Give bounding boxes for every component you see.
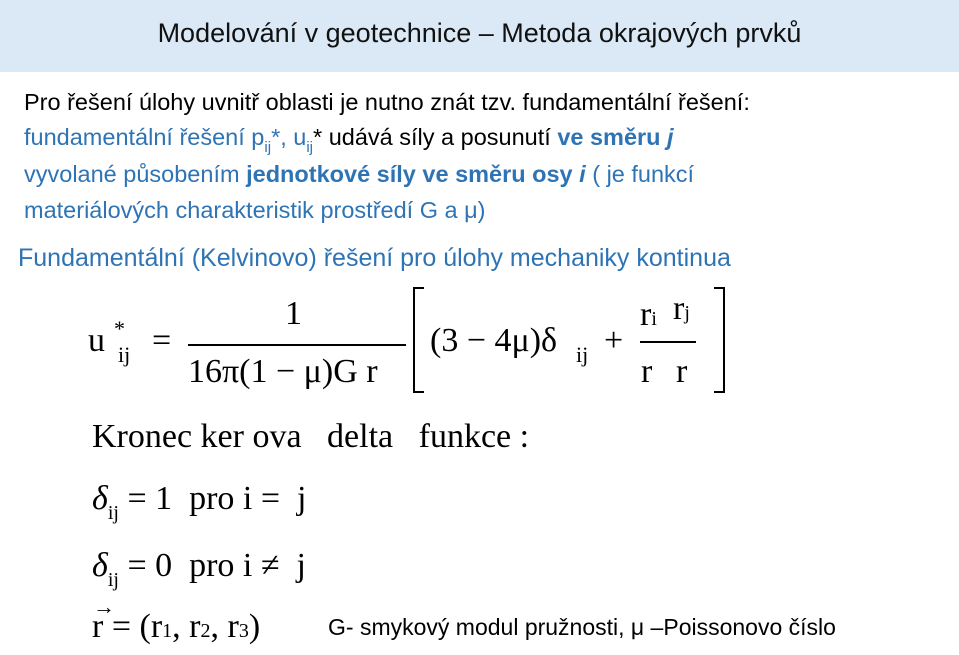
subscript: 1 bbox=[162, 620, 173, 642]
text: , r bbox=[172, 608, 201, 645]
r-vector-row bbox=[92, 594, 261, 646]
delta-symbol: δ bbox=[92, 480, 108, 517]
delta-row-1 bbox=[92, 480, 307, 524]
subscript: 2 bbox=[200, 620, 211, 642]
formula-r-den1: r bbox=[641, 353, 653, 390]
delta-symbol: δ bbox=[92, 547, 108, 584]
text: = (r bbox=[111, 608, 163, 645]
text: vyvolané působením bbox=[24, 161, 247, 187]
formula-star: * bbox=[114, 316, 125, 341]
bold-italic-text: j bbox=[667, 124, 674, 150]
fraction-line bbox=[188, 344, 406, 346]
subscript: ij bbox=[107, 502, 119, 524]
note-text: G- smykový modul pružnosti, μ –Poissonovo číslo bbox=[328, 614, 836, 640]
text: ( je funkcí bbox=[585, 161, 695, 187]
subscript: ij bbox=[107, 569, 119, 591]
delta-row-2 bbox=[92, 547, 306, 591]
subscript: ij bbox=[264, 139, 272, 156]
paragraph-line-3 bbox=[24, 159, 694, 189]
bold-italic-text: i bbox=[579, 161, 586, 187]
paragraph-line-2 bbox=[24, 122, 674, 156]
section-heading: Fundamentální (Kelvinovo) řešení pro úlohy mechaniky kontinua bbox=[18, 244, 731, 272]
formula-numerator: 1 bbox=[285, 295, 302, 332]
formula-term: (3 − 4μ)δ bbox=[430, 322, 558, 359]
formula-delta-sub: ij bbox=[576, 342, 589, 367]
text: ) bbox=[248, 608, 261, 645]
formula-plus: + bbox=[604, 322, 624, 359]
formula-ri bbox=[640, 296, 657, 334]
right-bracket bbox=[714, 288, 724, 392]
text: , r bbox=[210, 608, 239, 645]
kronecker-label: Kronec ker ova delta funkce : bbox=[92, 418, 530, 455]
text: r bbox=[640, 296, 652, 333]
paragraph-line-4: materiálových charakteristik prostředí G a μ) bbox=[24, 197, 486, 223]
bold-text: jednotkové síly ve směru osy bbox=[246, 161, 580, 187]
text: fundamentální řešení p bbox=[24, 124, 265, 150]
text: = 0 pro i ≠ j bbox=[127, 547, 306, 584]
formula-equals: = bbox=[152, 322, 172, 359]
subscript: 3 bbox=[238, 620, 249, 642]
subscript: ij bbox=[306, 139, 314, 156]
formula-r-den2: r bbox=[676, 353, 688, 390]
left-bracket bbox=[414, 288, 424, 392]
formula-u: u bbox=[88, 322, 105, 359]
formula-denominator: 16π(1 − μ)G r bbox=[188, 353, 378, 390]
text: = 1 pro i = j bbox=[127, 480, 307, 517]
subscript: i bbox=[651, 308, 657, 330]
text: *, u bbox=[271, 124, 307, 150]
subscript: j bbox=[684, 302, 690, 324]
text: r bbox=[673, 290, 685, 327]
formula-rj bbox=[673, 290, 690, 328]
text: r bbox=[92, 608, 104, 645]
formula-sub-ij: ij bbox=[118, 342, 131, 367]
vector-arrow: → bbox=[93, 594, 115, 619]
slide-title: Modelování v geotechnice – Metoda okrajových prvků bbox=[157, 18, 802, 48]
text: * udává síly a posunutí bbox=[313, 124, 558, 150]
r-vector bbox=[92, 594, 115, 645]
paragraph-line-1: Pro řešení úlohy uvnitř oblasti je nutno znát tzv. fundamentální řešení: bbox=[24, 89, 750, 115]
bold-text: ve směru bbox=[557, 124, 668, 150]
